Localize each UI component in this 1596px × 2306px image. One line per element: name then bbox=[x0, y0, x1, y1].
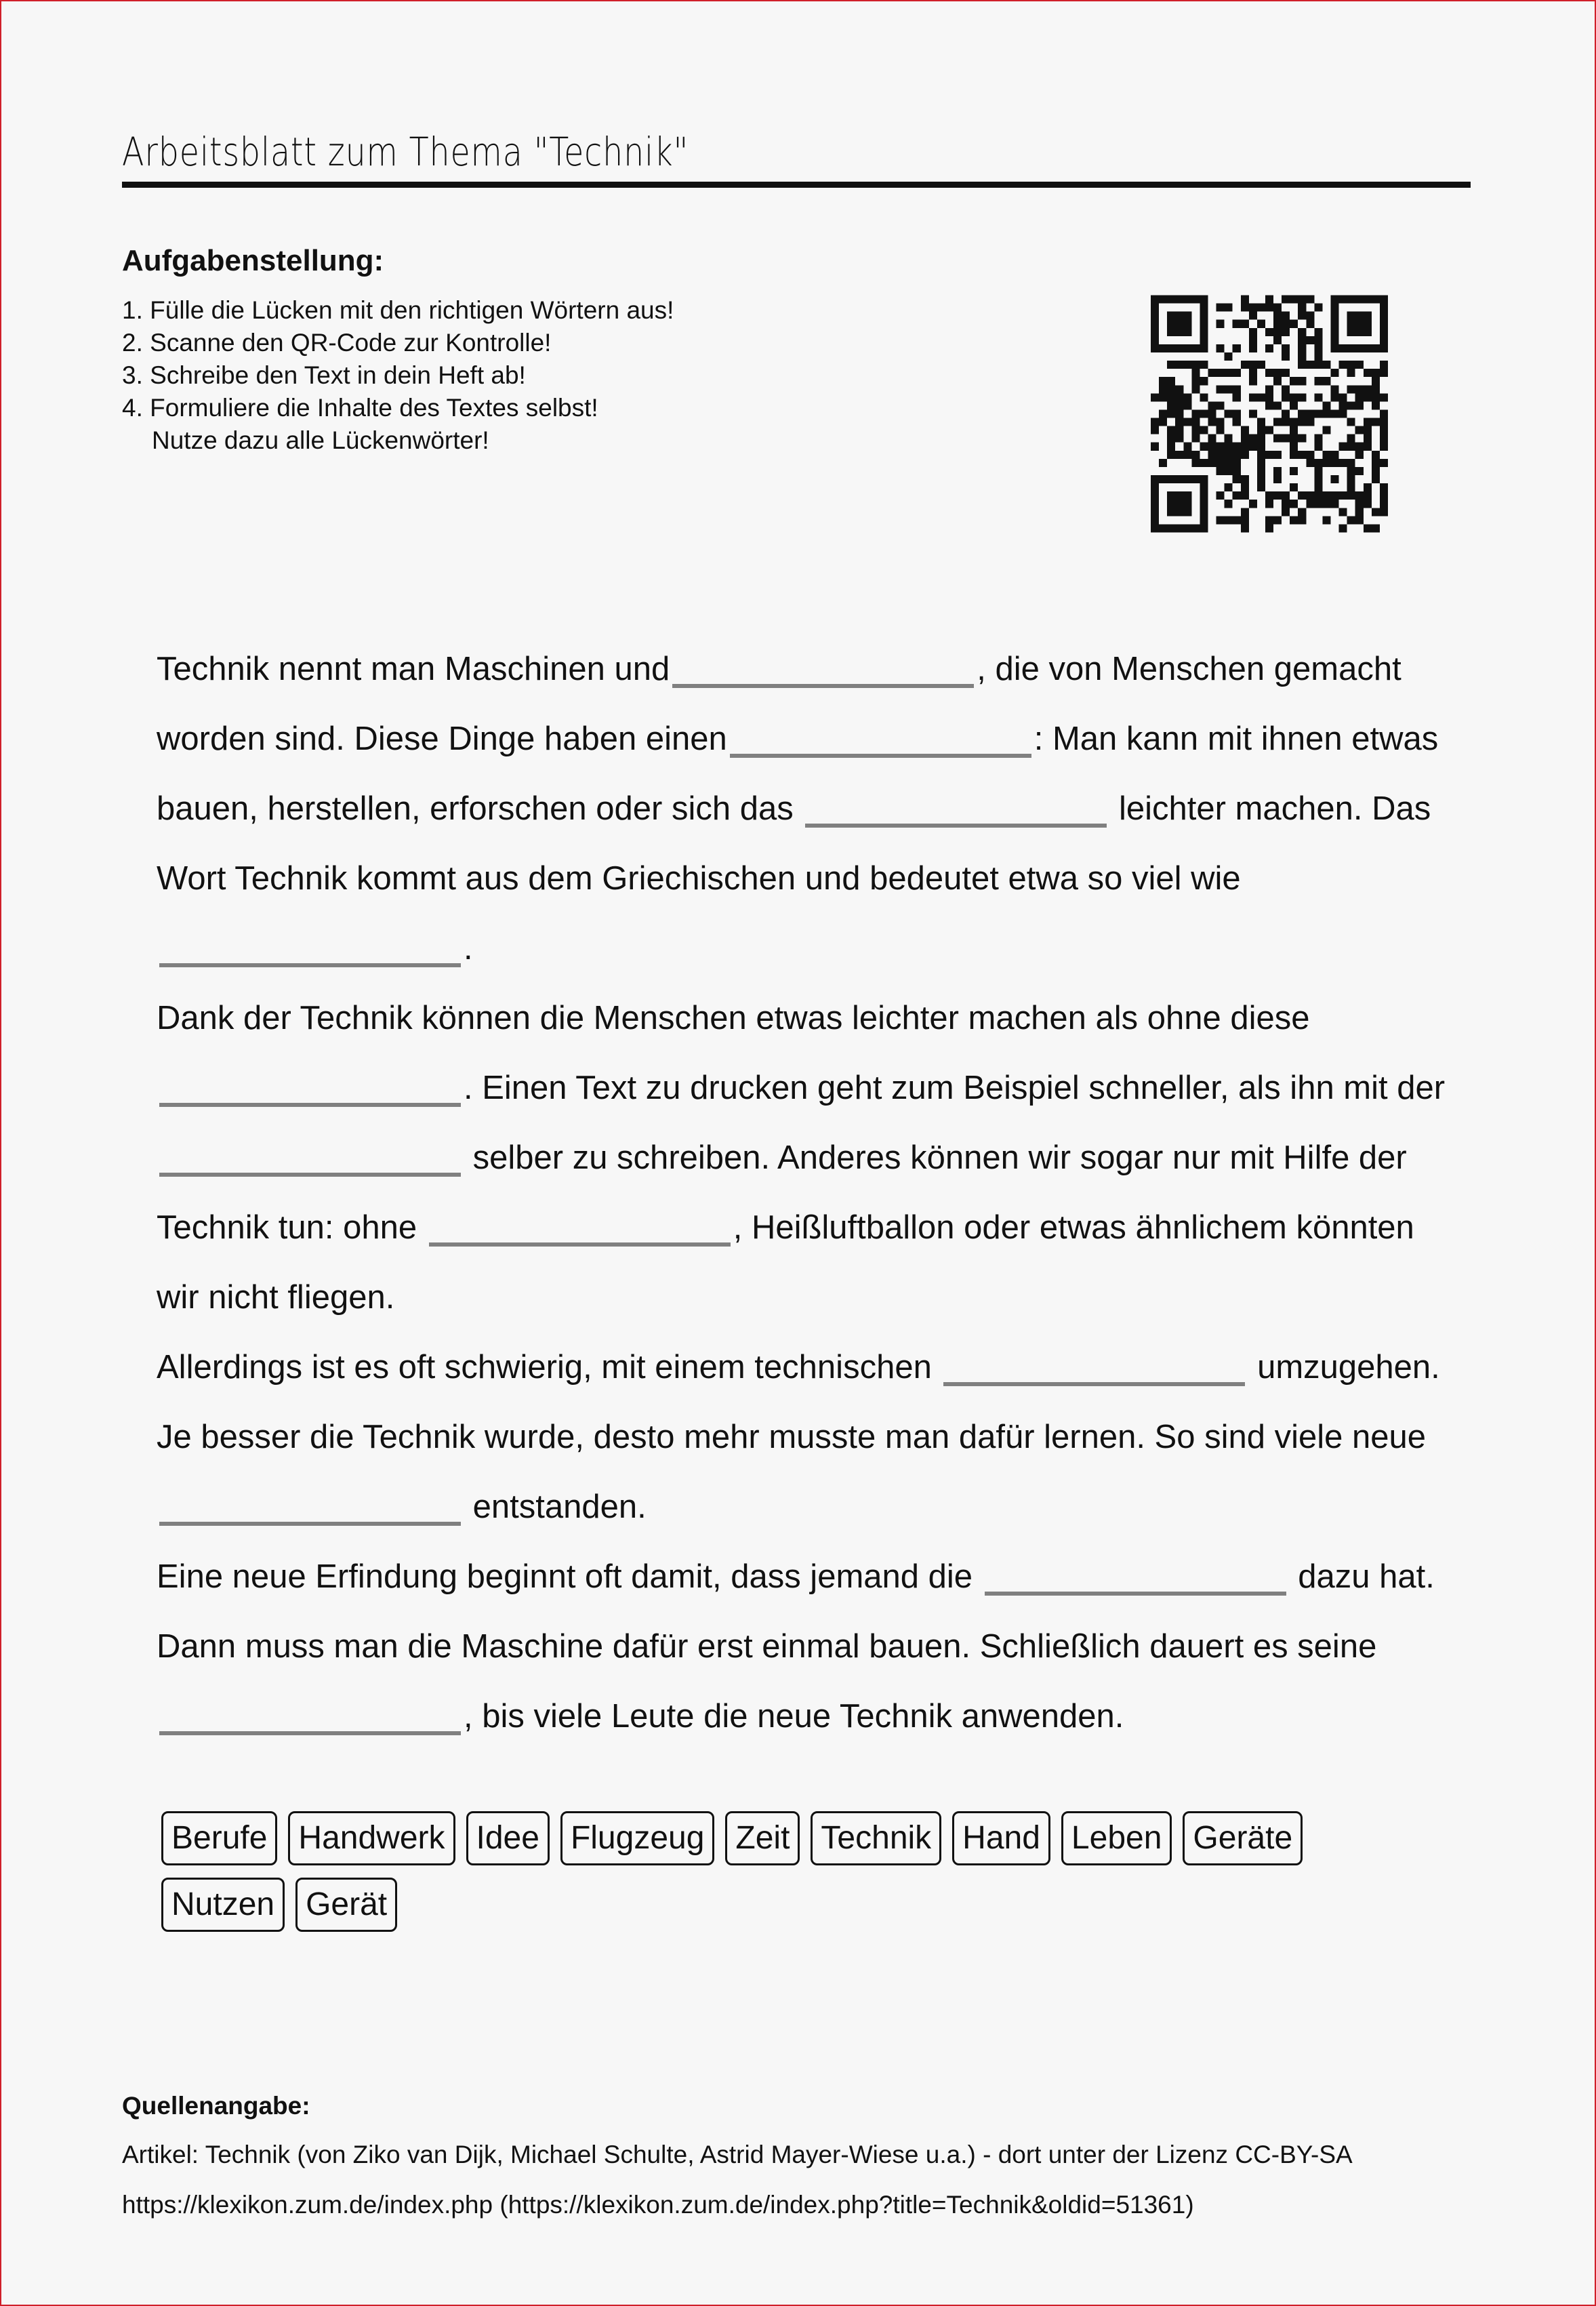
word-chip[interactable]: Technik bbox=[811, 1811, 941, 1865]
task-item: 4. Formuliere die Inhalte des Textes selbst! bbox=[122, 394, 598, 422]
cloze-paragraph: Technik nennt man Maschinen und , die von Menschen gemacht worden sind. Diese Dinge haben einen : Man kann mit ihnen etwas bauen, herstellen, erforschen oder sich das leichter machen. Das Wort Technik kommt aus dem Griechischen und bedeutet etwa so viel wie . bbox=[157, 651, 1439, 967]
blank-field[interactable] bbox=[429, 1211, 731, 1247]
cloze-paragraph: Eine neue Erfindung beginnt oft damit, dass jemand die dazu hat. Dann muss man die Maschine dafür erst einmal bauen. Schließlich dauert es seine , bis viele Leute die neue Technik anwenden. bbox=[157, 1558, 1435, 1735]
blank-field[interactable] bbox=[672, 653, 974, 688]
blank-field[interactable] bbox=[159, 932, 461, 967]
word-chip[interactable]: Idee bbox=[466, 1811, 550, 1865]
blank-field[interactable] bbox=[159, 1072, 461, 1107]
cloze-text bbox=[157, 634, 1465, 1752]
blank-field[interactable] bbox=[159, 1491, 461, 1526]
task-heading: Aufgabenstellung: bbox=[122, 244, 384, 277]
word-chip[interactable]: Hand bbox=[952, 1811, 1050, 1865]
cloze-paragraph: Dank der Technik können die Menschen etwas leichter machen als ohne diese . Einen Text zu drucken geht zum Beispiel schneller, als ihn mit der selber zu schreiben. Anderes können wir sogar nur mit Hilfe der Technik tun: ohne , Heißluftballon oder etwas ähnlichem könnten wir nicht fliegen. bbox=[157, 1000, 1446, 1316]
cloze-paragraph: Allerdings ist es oft schwierig, mit einem technischen umzugehen. Je besser die Technik wurde, desto mehr musste man dafür lernen. So sind viele neue entstanden. bbox=[157, 1349, 1440, 1525]
task-item: 1. Fülle die Lücken mit den richtigen Wörtern aus! bbox=[122, 296, 674, 324]
source-heading: Quellenangabe: bbox=[122, 2092, 310, 2120]
task-item: 3. Schreibe den Text in dein Heft ab! bbox=[122, 361, 526, 389]
word-chip[interactable]: Berufe bbox=[161, 1811, 277, 1865]
task-list bbox=[122, 294, 674, 457]
worksheet-title: Arbeitsblatt zum Thema "Technik" bbox=[122, 129, 689, 175]
word-chip[interactable]: Nutzen bbox=[161, 1878, 285, 1932]
blank-field[interactable] bbox=[159, 1141, 461, 1177]
blank-field[interactable] bbox=[159, 1700, 461, 1735]
word-chip[interactable]: Gerät bbox=[295, 1878, 397, 1932]
title-underline bbox=[122, 182, 1471, 188]
task-item-continuation: Nutze dazu alle Lückenwörter! bbox=[152, 426, 489, 454]
word-chip[interactable]: Handwerk bbox=[288, 1811, 455, 1865]
word-chip[interactable]: Flugzeug bbox=[560, 1811, 714, 1865]
task-item: 2. Scanne den QR-Code zur Kontrolle! bbox=[122, 329, 552, 357]
source-citation: Artikel: Technik (von Ziko van Dijk, Michael Schulte, Astrid Mayer-Wiese u.a.) - dort unter der Lizenz CC-BY-SA bbox=[122, 2141, 1353, 2168]
word-chip[interactable]: Leben bbox=[1061, 1811, 1172, 1865]
source-url[interactable]: https://klexikon.zum.de/index.php (https://klexikon.zum.de/index.php?title=Technik&oldid=51361) bbox=[122, 2191, 1194, 2219]
qr-code-icon[interactable] bbox=[1151, 294, 1388, 534]
blank-field[interactable] bbox=[805, 792, 1107, 828]
blank-field[interactable] bbox=[943, 1351, 1245, 1386]
word-bank bbox=[161, 1811, 1435, 1932]
word-chip[interactable]: Geräte bbox=[1183, 1811, 1303, 1865]
blank-field[interactable] bbox=[985, 1560, 1286, 1596]
blank-field[interactable] bbox=[730, 723, 1031, 758]
word-chip[interactable]: Zeit bbox=[725, 1811, 800, 1865]
